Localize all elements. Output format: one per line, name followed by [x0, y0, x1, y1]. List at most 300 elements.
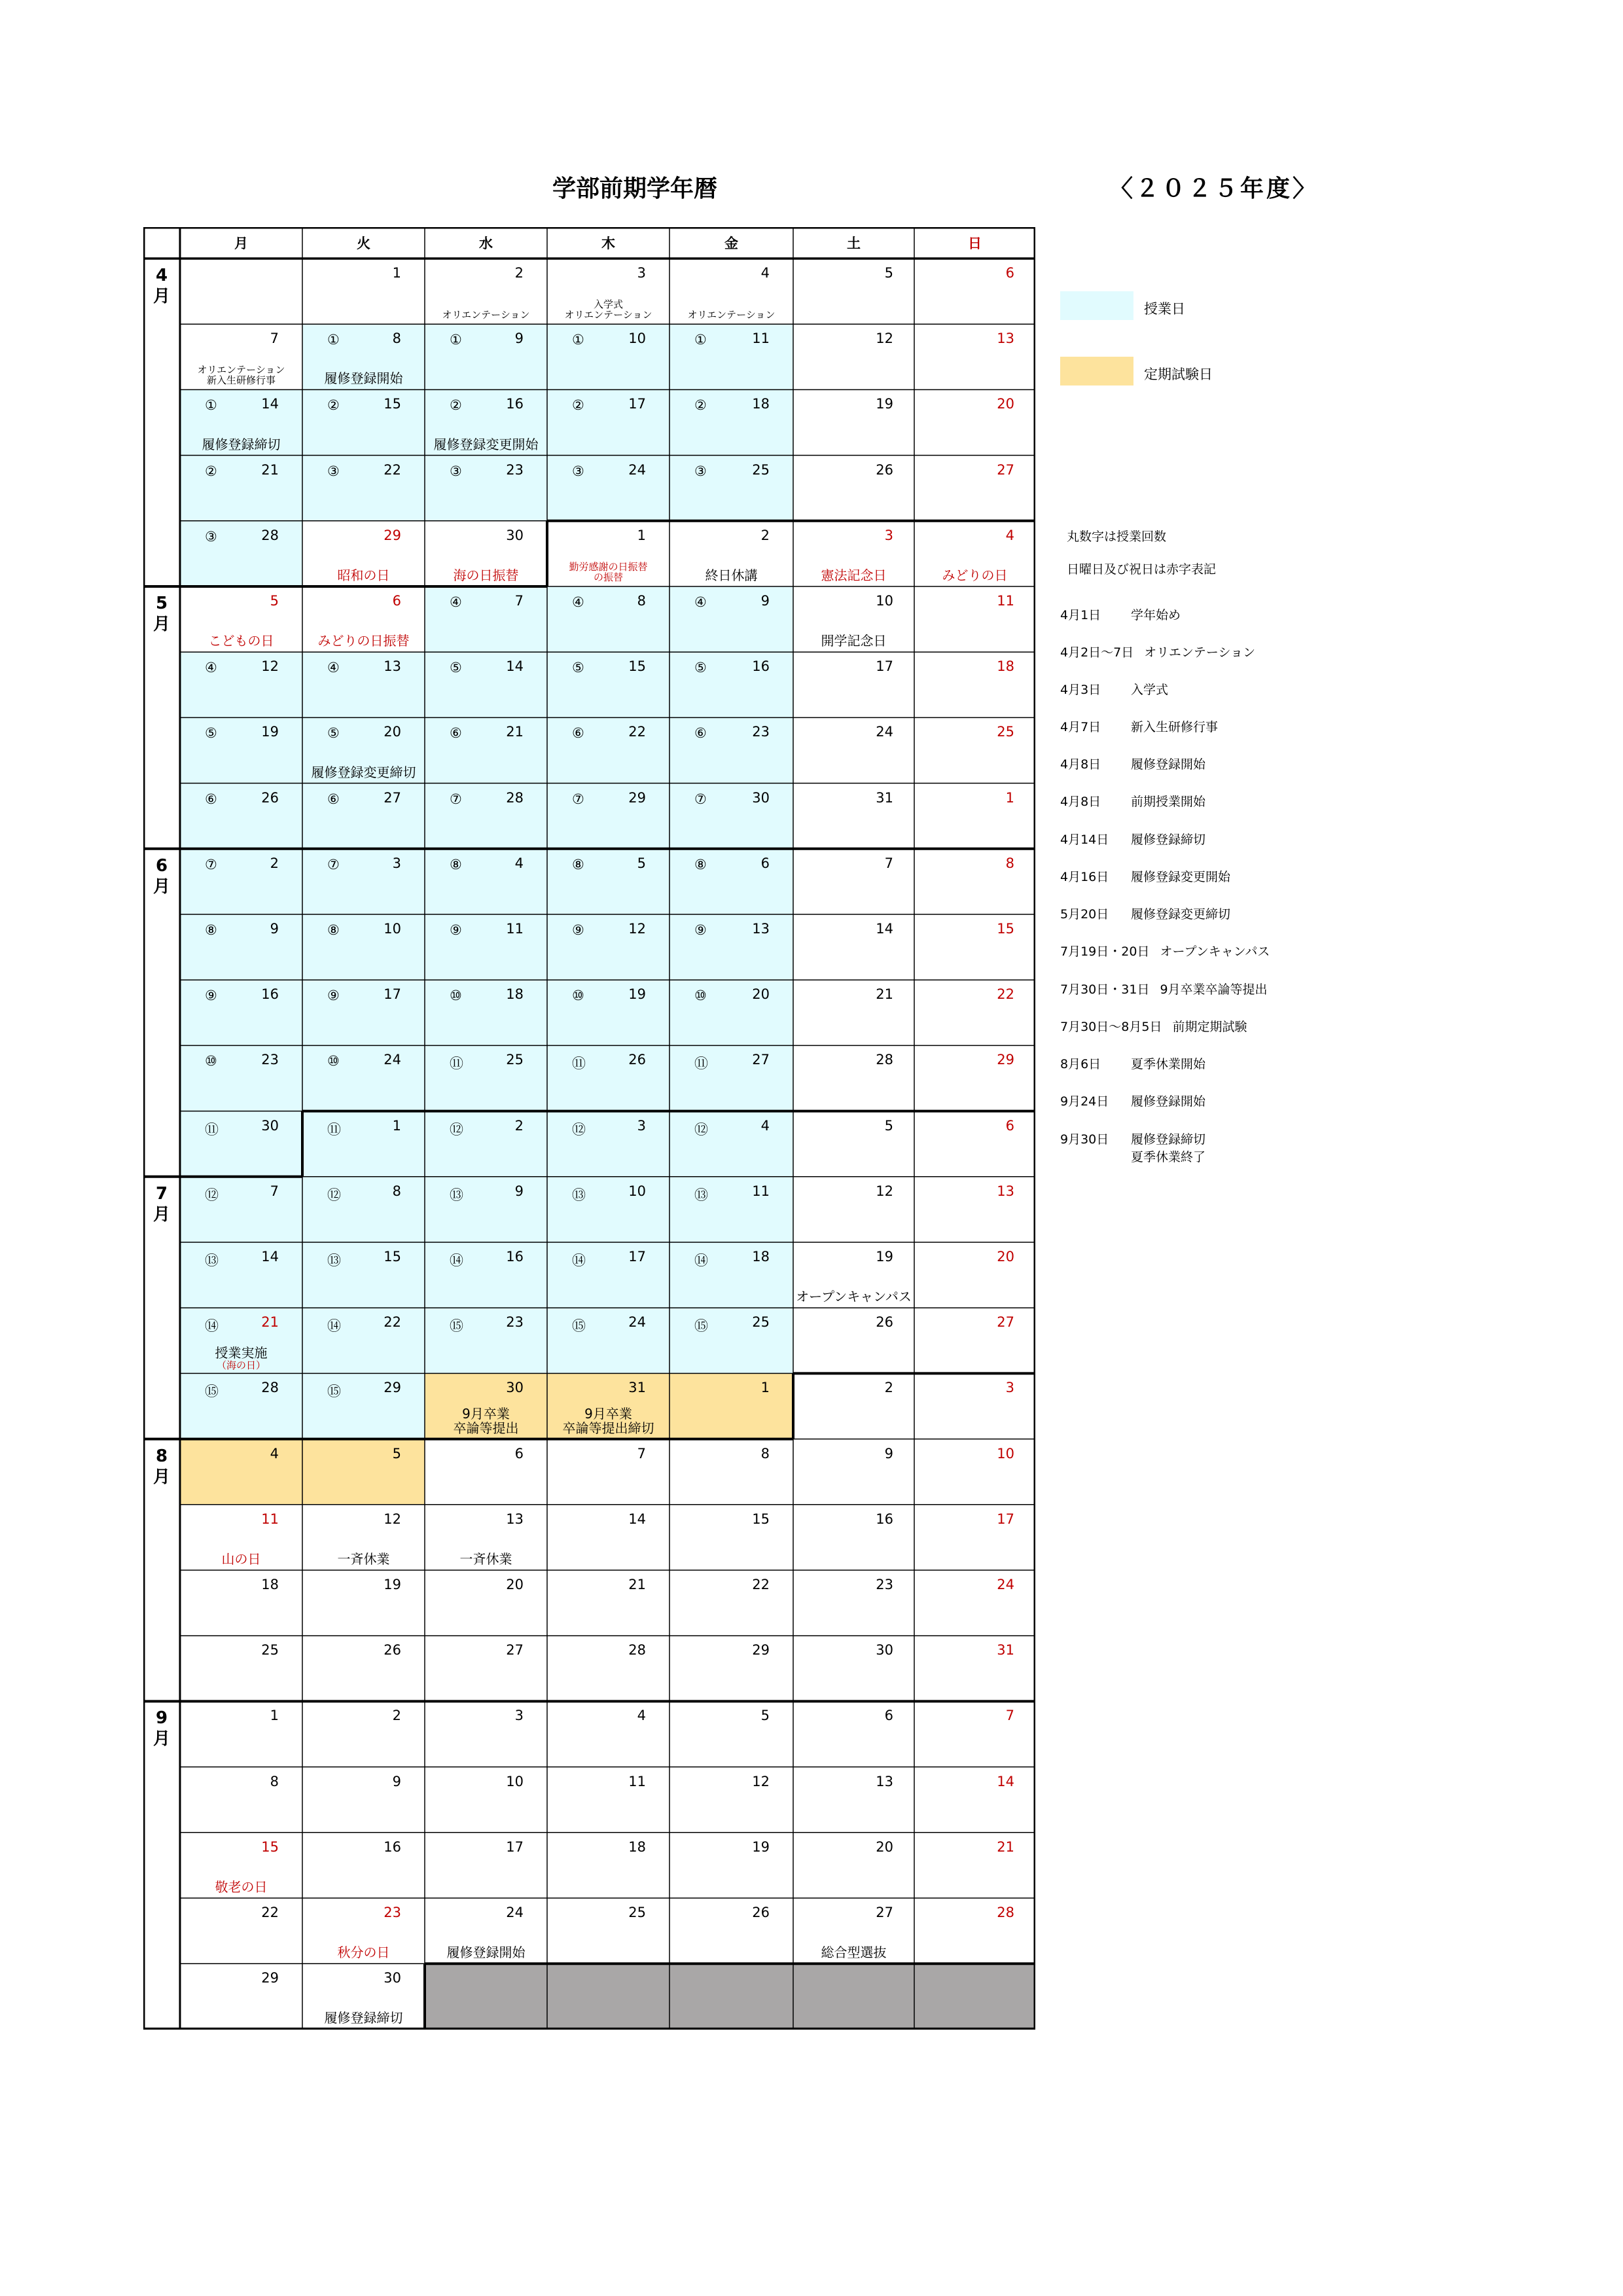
day-cell: [547, 1373, 669, 1439]
day-cell: [180, 1701, 302, 1767]
day-cell: [180, 1439, 302, 1505]
event-date: 7月19日・20日: [1060, 944, 1150, 959]
day-cell: [547, 914, 669, 980]
lecture-count: ①: [327, 332, 340, 348]
event-item: [1060, 905, 1230, 922]
month-label: 6 月: [152, 855, 170, 897]
day-number: 23: [261, 1052, 279, 1068]
day-cell: [425, 324, 547, 389]
day-number: 14: [506, 658, 524, 675]
event-text: 履修登録開始: [1131, 1094, 1206, 1109]
event-date: 9月30日: [1060, 1132, 1109, 1147]
lecture-count: ②: [572, 397, 584, 414]
lecture-count: ②: [450, 397, 462, 414]
day-cell: [180, 1570, 302, 1636]
event-item: [1060, 830, 1205, 848]
event-date: 4月16日: [1060, 870, 1109, 884]
day-number: 15: [383, 396, 401, 412]
day-number: 12: [261, 658, 279, 675]
lecture-count: ⑮: [205, 1384, 219, 1400]
day-cell: [180, 1111, 302, 1177]
event-item: [1060, 980, 1268, 997]
day-number: 1: [1005, 789, 1014, 806]
lecture-count: ⑬: [572, 1187, 586, 1203]
day-cell: [180, 389, 302, 455]
day-cell: [669, 1242, 793, 1308]
day-cell: [425, 914, 547, 980]
weekday-header: 木: [601, 236, 615, 251]
day-number: 9: [760, 593, 770, 609]
day-number: 14: [261, 396, 279, 412]
day-cell: [425, 1505, 547, 1570]
day-cell: [914, 1308, 1035, 1373]
day-number: 20: [383, 724, 401, 740]
day-cell: [547, 324, 669, 389]
day-number: 26: [261, 789, 279, 806]
day-note: みどりの日振替: [317, 633, 410, 649]
lecture-count: ④: [327, 660, 340, 676]
lecture-count: ④: [694, 594, 707, 610]
note-circled-numbers: 丸数字は授業回数: [1067, 529, 1167, 544]
day-cell: [914, 1833, 1035, 1898]
day-cell: [425, 456, 547, 521]
day-number: 5: [884, 1117, 893, 1134]
day-number: 3: [637, 265, 646, 281]
day-number: 17: [506, 1839, 524, 1855]
day-cell: [914, 389, 1035, 455]
day-cell: [302, 980, 425, 1045]
lecture-count: ⑤: [572, 660, 584, 676]
day-cell: [547, 586, 669, 652]
day-number: 27: [506, 1642, 524, 1659]
day-note: オリエンテーション: [687, 309, 776, 321]
lecture-count: ⑫: [327, 1187, 341, 1203]
day-number: 10: [383, 921, 401, 937]
day-number: 2: [884, 1380, 893, 1396]
day-cell: [425, 849, 547, 914]
event-item: [1060, 717, 1218, 735]
day-cell: [425, 1373, 547, 1439]
weekday-header: 金: [724, 236, 738, 251]
lecture-count: ⑪: [205, 1121, 219, 1138]
empty-cell: [914, 1964, 1035, 2029]
day-cell: [425, 717, 547, 783]
day-number: 13: [876, 1773, 893, 1789]
day-number: 3: [1005, 1380, 1014, 1396]
day-cell: [180, 652, 302, 717]
legend-exam-day-swatch: [1060, 357, 1133, 386]
event-text: オープンキャンパス: [1160, 944, 1270, 959]
day-cell: [425, 1045, 547, 1111]
day-number: 25: [628, 1905, 646, 1920]
day-number: 11: [752, 331, 770, 347]
day-number: 11: [261, 1511, 279, 1527]
day-number: 6: [1005, 265, 1014, 281]
event-text: 前期授業開始: [1131, 795, 1206, 809]
day-number: 19: [876, 396, 893, 412]
day-number: 23: [506, 461, 524, 478]
day-number: 13: [997, 331, 1014, 347]
day-number: 18: [506, 986, 524, 1003]
page-title: 学部前期学年暦: [552, 175, 717, 202]
day-cell: [180, 914, 302, 980]
day-note: 履修登録締切: [324, 2010, 403, 2026]
day-cell: [669, 456, 793, 521]
day-note: 海の日振替: [453, 567, 519, 583]
lecture-count: ①: [694, 332, 707, 348]
day-number: 5: [760, 1708, 770, 1724]
day-cell: [547, 1898, 669, 1964]
day-number: 28: [506, 789, 524, 806]
day-cell: [302, 717, 425, 783]
day-number: 26: [876, 461, 893, 478]
day-note: 秋分の日: [337, 1945, 390, 1961]
day-cell: [302, 456, 425, 521]
day-number: 1: [392, 265, 401, 281]
day-cell: [302, 586, 425, 652]
day-cell: [425, 980, 547, 1045]
lecture-count: ⑬: [694, 1187, 708, 1203]
day-note: 敬老の日: [215, 1878, 268, 1895]
event-date: 4月8日: [1060, 795, 1101, 809]
day-cell: [180, 1045, 302, 1111]
day-number: 22: [997, 986, 1014, 1003]
day-cell: [793, 1242, 914, 1308]
lecture-count: ⑨: [572, 922, 584, 938]
day-cell: [669, 1570, 793, 1636]
day-cell: [669, 1111, 793, 1177]
lecture-count: ②: [327, 397, 340, 414]
day-note: 総合型選抜: [821, 1945, 887, 1961]
day-number: 18: [752, 1249, 770, 1265]
day-cell: [793, 914, 914, 980]
day-note: オリエンテーション: [442, 309, 530, 321]
day-number: 19: [261, 724, 279, 740]
day-cell: [180, 1898, 302, 1964]
day-cell: [793, 1505, 914, 1570]
day-cell: [180, 783, 302, 849]
day-number: 25: [752, 461, 770, 478]
lecture-count: ⑮: [327, 1384, 341, 1400]
day-cell: [180, 1505, 302, 1570]
event-item: [1060, 605, 1181, 623]
day-cell: [302, 1177, 425, 1242]
lecture-count: ⑧: [450, 856, 462, 872]
day-cell: [914, 586, 1035, 652]
day-number: 1: [392, 1117, 401, 1134]
lecture-count: ⑨: [694, 922, 707, 938]
day-cell: [425, 1833, 547, 1898]
day-cell: [669, 849, 793, 914]
day-cell: [793, 1570, 914, 1636]
legend-class-day-label: 授業日: [1144, 301, 1185, 317]
day-number: 9: [392, 1773, 401, 1789]
event-date: 7月30日・31日: [1060, 982, 1150, 997]
day-cell: [914, 1111, 1035, 1177]
day-number: 31: [628, 1380, 646, 1396]
day-number: 14: [261, 1249, 279, 1265]
lecture-count: ⑧: [694, 856, 707, 872]
lecture-count: ⑪: [327, 1121, 341, 1138]
day-cell: [793, 456, 914, 521]
lecture-count: ⑮: [694, 1318, 708, 1335]
day-cell: [425, 1177, 547, 1242]
day-cell: [793, 783, 914, 849]
day-cell: [914, 980, 1035, 1045]
event-text: 学年始め: [1131, 608, 1181, 622]
day-number: 5: [392, 1445, 401, 1462]
day-cell: [793, 717, 914, 783]
day-cell: [669, 1898, 793, 1964]
day-cell: [425, 1242, 547, 1308]
day-cell: [547, 980, 669, 1045]
day-number: 10: [628, 331, 646, 347]
day-number: 6: [392, 593, 401, 609]
day-cell: [914, 1767, 1035, 1833]
day-cell: [914, 1242, 1035, 1308]
day-number: 23: [752, 724, 770, 740]
day-number: 5: [637, 855, 646, 871]
lecture-count: ⑬: [327, 1253, 341, 1268]
lecture-count: ①: [450, 332, 462, 348]
day-number: 26: [752, 1905, 770, 1920]
day-note: 履修登録変更開始: [433, 436, 539, 452]
day-number: 19: [752, 1839, 770, 1855]
day-cell: [425, 652, 547, 717]
month-label: 5 月: [152, 594, 170, 634]
day-cell: [547, 1177, 669, 1242]
day-number: 29: [261, 1970, 279, 1986]
day-cell: [425, 1439, 547, 1505]
day-cell: [914, 1570, 1035, 1636]
day-cell: [302, 259, 425, 324]
day-cell: [793, 1767, 914, 1833]
day-cell: [793, 1439, 914, 1505]
day-number: 3: [514, 1708, 524, 1724]
day-number: 25: [506, 1052, 524, 1068]
day-cell: [669, 1505, 793, 1570]
month-label: 9 月: [152, 1708, 170, 1749]
day-cell: [425, 586, 547, 652]
day-cell: [793, 1898, 914, 1964]
day-number: 16: [506, 1249, 524, 1265]
day-cell: [180, 717, 302, 783]
event-date: 7月30日～8月5日: [1060, 1020, 1162, 1034]
day-number: 22: [383, 461, 401, 478]
day-number: 23: [506, 1314, 524, 1331]
lecture-count: ⑪: [694, 1056, 708, 1072]
day-number: 7: [1005, 1708, 1014, 1724]
lecture-count: ⑦: [694, 791, 707, 807]
day-cell: [914, 324, 1035, 389]
day-cell: [914, 652, 1035, 717]
event-text: 9月卒業卒論等提出: [1160, 982, 1268, 997]
lecture-count: ⑤: [694, 660, 707, 676]
lecture-count: ③: [450, 463, 462, 479]
lecture-count: ⑮: [450, 1318, 463, 1335]
lecture-count: ③: [572, 463, 584, 479]
day-cell: [180, 1636, 302, 1701]
event-text: 履修登録開始: [1131, 757, 1206, 772]
lecture-count: ⑪: [572, 1056, 586, 1072]
day-number: 1: [270, 1708, 279, 1724]
day-cell: [793, 980, 914, 1045]
day-number: 13: [383, 658, 401, 675]
day-cell: [669, 1373, 793, 1439]
day-cell: [547, 783, 669, 849]
day-number: 8: [392, 331, 401, 347]
day-number: 24: [628, 461, 646, 478]
lecture-count: ⑧: [572, 856, 584, 872]
day-note: 開学記念日: [821, 633, 887, 649]
day-cell: [793, 1373, 914, 1439]
day-number: 16: [876, 1511, 893, 1527]
day-number: 21: [506, 724, 524, 740]
lecture-count: ④: [450, 594, 462, 610]
day-cell: [669, 1177, 793, 1242]
empty-cell: [669, 1964, 793, 2029]
day-number: 18: [261, 1577, 279, 1592]
lecture-count: ⑭: [327, 1318, 341, 1335]
day-cell: [302, 783, 425, 849]
day-cell: [547, 1636, 669, 1701]
day-number: 16: [383, 1839, 401, 1855]
day-number: 27: [997, 1314, 1014, 1331]
month-label: 7 月: [152, 1183, 170, 1225]
lecture-count: ⑮: [572, 1318, 586, 1335]
day-cell: [302, 1308, 425, 1373]
event-item: [1060, 755, 1205, 772]
lecture-count: ⑨: [450, 922, 462, 938]
event-date: 4月3日: [1060, 683, 1101, 697]
day-cell: [425, 1636, 547, 1701]
day-cell: [669, 324, 793, 389]
day-number: 11: [997, 593, 1014, 609]
day-number: 9: [270, 921, 279, 937]
day-cell: [914, 1373, 1035, 1439]
day-cell: [547, 717, 669, 783]
event-text: 夏季休業開始: [1131, 1057, 1206, 1071]
day-cell: [547, 849, 669, 914]
lecture-count: ⑥: [450, 725, 462, 742]
event-date: 8月6日: [1060, 1057, 1101, 1071]
day-cell: [914, 521, 1035, 586]
day-cell: [302, 1570, 425, 1636]
day-cell: [793, 521, 914, 586]
academic-calendar: [143, 227, 1035, 2030]
day-number: 20: [506, 1577, 524, 1592]
day-number: 28: [876, 1052, 893, 1068]
day-number: 7: [884, 855, 893, 871]
empty-cell: [425, 1964, 547, 2029]
day-cell: [180, 1242, 302, 1308]
day-cell: [547, 1570, 669, 1636]
day-number: 23: [876, 1577, 893, 1592]
day-number: 16: [261, 986, 279, 1003]
day-number: 13: [752, 921, 770, 937]
day-cell: [302, 1636, 425, 1701]
day-number: 11: [506, 921, 524, 937]
day-number: 4: [1005, 527, 1014, 543]
day-number: 28: [628, 1642, 646, 1659]
day-note: 山の日: [221, 1551, 261, 1567]
day-number: 12: [628, 921, 646, 937]
day-cell: [302, 389, 425, 455]
day-number: 27: [876, 1905, 893, 1920]
day-number: 23: [383, 1905, 401, 1920]
day-number: 8: [760, 1445, 770, 1462]
lecture-count: ③: [205, 528, 217, 545]
day-number: 2: [760, 527, 770, 543]
day-cell: [302, 1767, 425, 1833]
day-cell: [793, 1308, 914, 1373]
lecture-count: ⑦: [205, 856, 217, 872]
day-number: 5: [270, 593, 279, 609]
day-cell: [547, 1111, 669, 1177]
day-cell: [793, 586, 914, 652]
day-note: 勤労感謝の日振替 の振替: [569, 560, 648, 583]
day-number: 4: [270, 1445, 279, 1462]
day-cell: [302, 324, 425, 389]
day-note: オープンキャンパス: [796, 1289, 912, 1305]
weekday-header: 火: [357, 236, 370, 251]
day-note: みどりの日: [942, 567, 1008, 583]
day-number: 7: [270, 1183, 279, 1199]
day-number: 30: [506, 527, 524, 543]
day-note: 一斉休業: [459, 1551, 512, 1567]
day-cell: [669, 389, 793, 455]
event-text: 履修登録締切: [1131, 833, 1206, 847]
day-cell: [425, 1701, 547, 1767]
lecture-count: ⑫: [694, 1121, 708, 1138]
day-cell: [669, 1045, 793, 1111]
day-cell: [547, 1767, 669, 1833]
lecture-count: ④: [205, 660, 217, 676]
lecture-count: ①: [205, 397, 217, 414]
day-cell: [302, 914, 425, 980]
day-cell: [302, 1111, 425, 1177]
day-cell: [793, 1045, 914, 1111]
day-number: 2: [514, 265, 524, 281]
day-number: 22: [628, 724, 646, 740]
day-cell: [180, 586, 302, 652]
day-cell: [914, 1045, 1035, 1111]
day-number: 10: [628, 1183, 646, 1199]
day-number: 15: [997, 921, 1014, 937]
day-cell: [793, 849, 914, 914]
day-cell: [547, 1045, 669, 1111]
lecture-count: ⑬: [450, 1187, 463, 1203]
empty-cell: [547, 1964, 669, 2029]
day-number: 26: [876, 1314, 893, 1331]
empty-cell: [793, 1964, 914, 2029]
day-number: 24: [876, 724, 893, 740]
day-number: 30: [876, 1642, 893, 1659]
day-number: 12: [876, 331, 893, 347]
day-cell: [425, 521, 547, 586]
day-number: 24: [506, 1905, 524, 1920]
day-note: 履修登録締切: [202, 436, 281, 452]
day-number: 17: [383, 986, 401, 1003]
day-cell: [180, 849, 302, 914]
day-cell: [793, 259, 914, 324]
day-note: 憲法記念日: [821, 567, 887, 583]
day-cell: [914, 259, 1035, 324]
day-note: 履修登録開始: [324, 370, 403, 387]
day-number: 15: [383, 1249, 401, 1265]
legend-exam-day-label: 定期試験日: [1144, 367, 1213, 382]
day-cell: [547, 1701, 669, 1767]
